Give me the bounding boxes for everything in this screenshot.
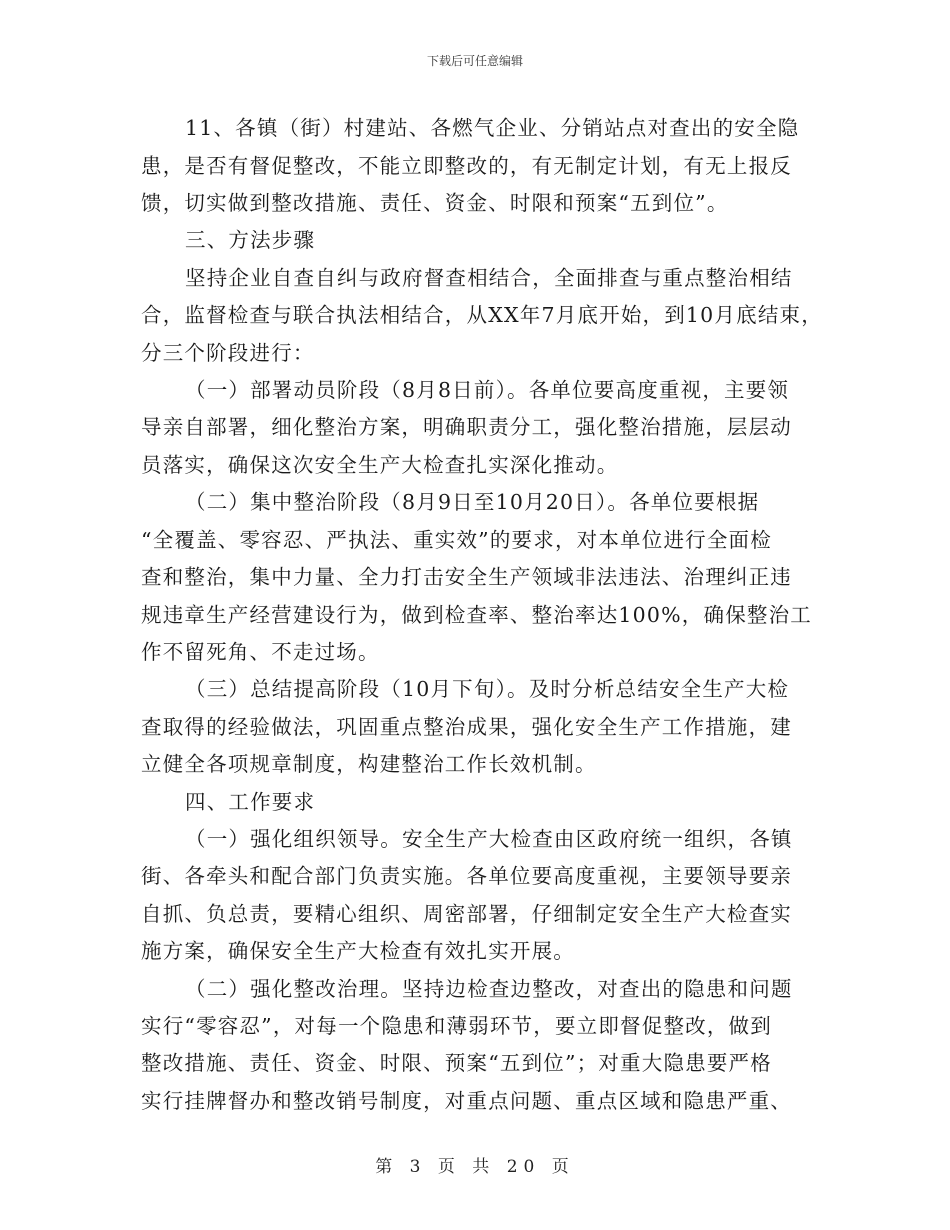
- paragraph-line: 查和整治，集中力量、全力打击安全生产领域非法违法、治理纠正违: [141, 565, 792, 589]
- paragraph-line: 立健全各项规章制度，构建整治工作长效机制。: [141, 752, 597, 776]
- section-heading: 三、方法步骤: [185, 228, 316, 252]
- paragraph-line: 11、各镇（街）村建站、各燃气企业、分销站点对查出的安全隐: [185, 116, 800, 140]
- section-heading: 四、工作要求: [185, 790, 316, 814]
- paragraph-line: 馈，切实做到整改措施、责任、资金、时限和预案“五到位”。: [141, 191, 729, 215]
- paragraph-line: 导亲自部署，细化整治方案，明确职责分工，强化整治措施，层层动: [141, 415, 792, 439]
- paragraph-line: （三）总结提高阶段（10月下旬）。及时分析总结安全生产大检: [185, 677, 790, 701]
- paragraph-line: 整改措施、责任、资金、时限、预案“五到位”；对重大隐患要严格: [141, 1051, 772, 1075]
- paragraph-line: 施方案，确保安全生产大检查有效扎实开展。: [141, 939, 575, 963]
- paragraph-line: 查取得的经验做法，巩固重点整治成果，强化安全生产工作措施，建: [141, 715, 792, 739]
- paragraph-line: 自抓、负总责，要精心组织、周密部署，仔细制定安全生产大检查实: [141, 902, 792, 926]
- page-header: 下载后可任意编辑: [426, 54, 523, 68]
- paragraph-line: 规违章生产经营建设行为，做到检查率、整治率达100%，确保整治工: [141, 603, 813, 627]
- paragraph-line: 合，监督检查与联合执法相结合，从XX年7月底开始，到10月底结束，: [141, 303, 823, 327]
- paragraph-line: 患，是否有督促整改，不能立即整改的，有无制定计划，有无上报反: [141, 154, 792, 178]
- paragraph-line: 作不留死角、不走过场。: [141, 640, 380, 664]
- page-number: 第 3 页 共 20 页: [375, 1157, 575, 1177]
- paragraph-line: 实行“零容忍”，对每一个隐患和薄弱环节，要立即督促整改，做到: [141, 1014, 772, 1038]
- paragraph-line: （二）强化整改治理。坚持边检查边整改，对查出的隐患和问题: [185, 977, 793, 1001]
- paragraph-line: 员落实，确保这次安全生产大检查扎实深化推动。: [141, 453, 619, 477]
- paragraph-line: “全覆盖、零容忍、严执法、重实效”的要求，对本单位进行全面检: [141, 528, 772, 552]
- paragraph-line: 坚持企业自查自纠与政府督查相结合，全面排查与重点整治相结: [185, 266, 793, 290]
- paragraph-line: 街、各牵头和配合部门负责实施。各单位要高度重视，主要领导要亲: [141, 864, 792, 888]
- paragraph-line: 分三个阶段进行：: [141, 341, 315, 365]
- paragraph-line: （二）集中整治阶段（8月9日至10月20日）。各单位要根据: [185, 490, 760, 514]
- paragraph-line: （一）部署动员阶段（8月8日前）。各单位要高度重视，主要领: [185, 378, 790, 402]
- paragraph-line: （一）强化组织领导。安全生产大检查由区政府统一组织，各镇: [185, 827, 793, 851]
- paragraph-line: 实行挂牌督办和整改销号制度，对重点问题、重点区域和隐患严重、: [141, 1089, 792, 1113]
